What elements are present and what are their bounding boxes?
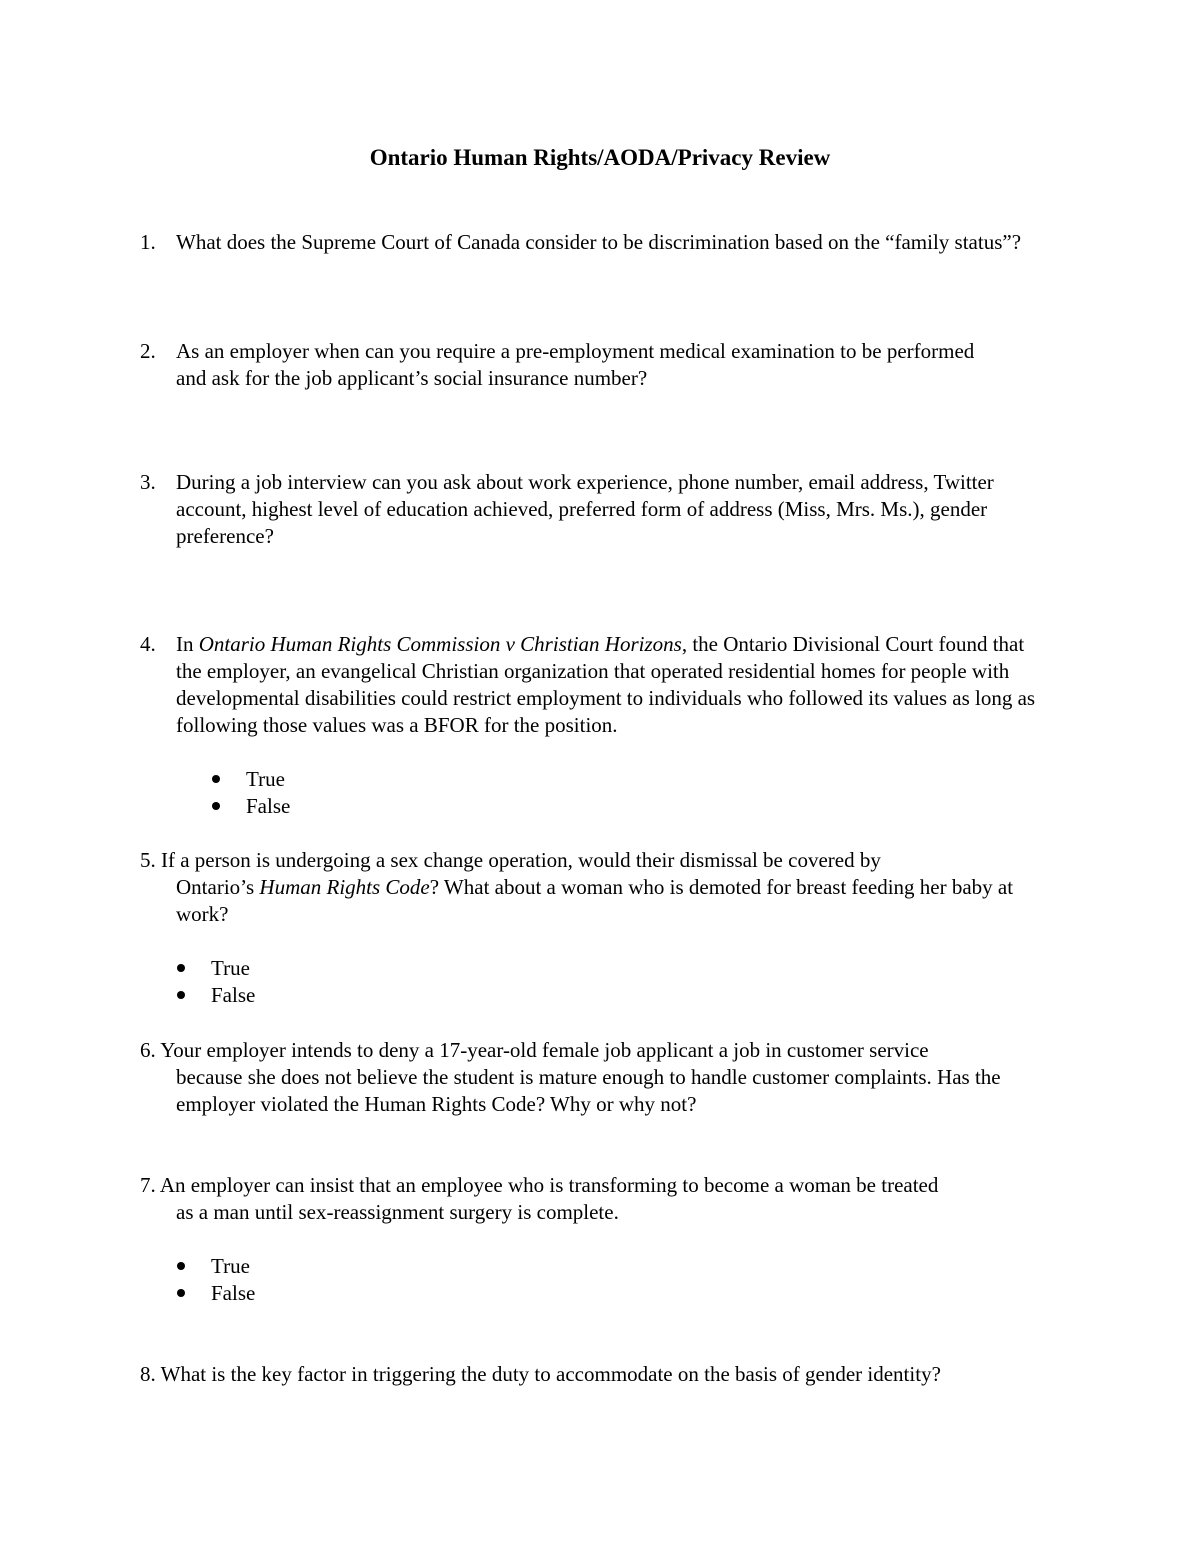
question-6: [140, 1037, 1060, 1118]
question-first-line: [140, 1361, 1060, 1388]
option-label: False: [211, 1281, 256, 1305]
case-name: Ontario Human Rights Commission v Christian Horizons: [198, 632, 682, 656]
question-number: 8.: [140, 1362, 156, 1386]
question-text-line1: An employer can insist that an employee who is transforming to become a woman be treated: [159, 1173, 939, 1197]
question-text-rest: [176, 874, 1056, 928]
question-number: 5.: [140, 848, 156, 872]
option-label: False: [246, 794, 291, 818]
question-number: 4.: [140, 632, 156, 656]
question-4: [140, 631, 1060, 739]
question-first-line: [140, 1172, 1060, 1199]
question-text-rest: because she does not believe the student is mature enough to handle customer complaints. Has the employer violated the Human Rights Code? Why or why not?: [176, 1065, 1001, 1116]
bullet-icon: [212, 775, 220, 783]
question-text: During a job interview can you ask about work experience, phone number, email address, Twitter account, highest level of education achieved, preferred form of address (Miss, Mrs. Ms.), gender preference?: [176, 470, 994, 548]
question-8: [140, 1361, 1060, 1388]
option-label: True: [246, 767, 285, 791]
question-2: [140, 338, 1060, 392]
bullet-icon: [177, 991, 185, 999]
question-7: [140, 1172, 1060, 1226]
question-text: What does the Supreme Court of Canada consider to be discrimination based on the “family status”?: [176, 230, 1022, 254]
bullet-icon: [177, 1262, 185, 1270]
question-text: [176, 631, 1046, 739]
option-label: True: [211, 1254, 250, 1278]
bullet-icon: [212, 802, 220, 810]
question-text-prefix: In: [176, 632, 199, 656]
question-number: 1.: [140, 230, 156, 254]
question-text-line1: What is the key factor in triggering the duty to accommodate on the basis of gender identity?: [160, 1362, 941, 1386]
question-number: 2.: [140, 339, 156, 363]
bullet-icon: [177, 1289, 185, 1297]
question-3: [140, 469, 1060, 550]
question-first-line: [140, 847, 1060, 874]
code-name: Human Rights Code: [259, 875, 430, 899]
question-number: 6.: [140, 1038, 156, 1062]
question-text: As an employer when can you require a pre-employment medical examination to be performed and ask for the job applicant’s social insurance number?: [176, 339, 975, 390]
question-text-line1: Your employer intends to deny a 17-year-old female job applicant a job in customer service: [160, 1038, 929, 1062]
question-text-line1: If a person is undergoing a sex change operation, would their dismissal be covered by: [161, 848, 881, 872]
question-1: [140, 229, 1060, 256]
question-text-suffix: ? What about a woman who is demoted for breast feeding her baby at work?: [176, 875, 1014, 926]
question-text-suffix: , the Ontario Divisional Court found that the employer, an evangelical Christian organization that operated residential homes for people with developmental disabilities could restrict employment to individuals who followed its values as long as following those values was a BFOR for the position.: [176, 632, 1036, 737]
question-5: [140, 847, 1060, 928]
question-text-rest: as a man until sex-reassignment surgery is complete.: [176, 1200, 619, 1224]
option-label: True: [211, 956, 250, 980]
question-number: 3.: [140, 470, 156, 494]
page-title: Ontario Human Rights/AODA/Privacy Review: [369, 145, 831, 170]
question-text-prefix: Ontario’s: [176, 875, 260, 899]
bullet-icon: [177, 964, 185, 972]
question-number: 7.: [140, 1173, 156, 1197]
option-label: False: [211, 983, 256, 1007]
question-first-line: [140, 1037, 1060, 1064]
